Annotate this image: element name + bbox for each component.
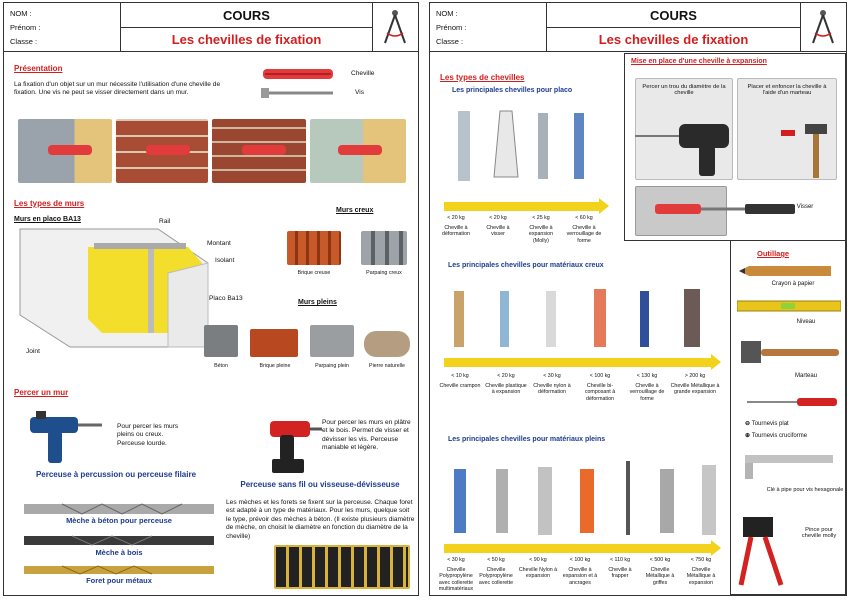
creux-weight-0: < 10 kg bbox=[451, 373, 469, 379]
brique-creuse-caption: Brique creuse bbox=[297, 270, 331, 276]
brique-pleine-photo bbox=[250, 329, 298, 357]
niveau-label: Niveau bbox=[796, 319, 816, 325]
pince-molly-icon bbox=[737, 513, 797, 589]
crayon-icon bbox=[739, 265, 839, 277]
parpaing-creux-caption: Parpaing creux bbox=[366, 270, 402, 276]
presentation-text: La fixation d'un objet sur un mur nécessite l'utilisation d'une cheville de fixation. Une vis ne peut se visser directement dans un mur. bbox=[14, 81, 221, 97]
vis-label: Vis bbox=[355, 89, 365, 96]
creux-name-1: Cheville plastique à expansion bbox=[485, 383, 527, 396]
tournevis-plat-text: Tournevis plat bbox=[751, 421, 789, 427]
pleins-chevilles-title: Les principales chevilles pour matériaux pleins bbox=[448, 436, 606, 443]
cle-pipe-icon bbox=[737, 449, 841, 483]
left-sheet bbox=[3, 2, 419, 596]
meche-bois-label: Mèche à bois bbox=[95, 548, 143, 557]
placo-name-0: Cheville à déformation bbox=[442, 225, 470, 238]
placo-chevilles-title: Les principales chevilles pour placo bbox=[452, 87, 573, 94]
foret-label: Foret pour métaux bbox=[86, 576, 152, 585]
pleins-name-2: Cheville Nylon à expansion bbox=[518, 567, 558, 580]
marteau-icon bbox=[737, 335, 841, 371]
creux-weight-3: < 100 kg bbox=[589, 373, 611, 379]
meches-illustration bbox=[22, 498, 222, 588]
placo-wall-diagram bbox=[18, 223, 218, 353]
cheville-label: Cheville bbox=[351, 70, 375, 77]
joint-label: Joint bbox=[26, 348, 40, 355]
visser-illustration bbox=[635, 186, 835, 236]
classe-label: Classe : bbox=[10, 37, 38, 46]
mise-heading: Mise en place d'une cheville à expansion bbox=[631, 58, 767, 65]
placo-chevilles-photos bbox=[448, 107, 598, 189]
coffret-forets-photo bbox=[274, 545, 410, 589]
isolant-label: Isolant bbox=[215, 257, 235, 264]
creux-name-5: Cheville Métallique à grande expansion bbox=[670, 383, 720, 396]
visseuse-text: Pour percer les murs en plâtre et le bois. Permet de visser et dévisser les vis. Perceuse maniable et légère. bbox=[322, 419, 411, 452]
presentation-heading: Présentation bbox=[14, 64, 63, 73]
placo-name-3: Cheville à verrouillage de forme bbox=[566, 225, 602, 244]
pleins-chevilles-photos bbox=[440, 459, 730, 541]
drill-hammer-illustration bbox=[635, 110, 837, 180]
murs-pleins-title: Murs pleins bbox=[298, 299, 337, 306]
nom-label: NOM : bbox=[10, 9, 32, 18]
classe-label-right: Classe : bbox=[436, 37, 464, 46]
page-title-right: Les chevilles de fixation bbox=[546, 28, 800, 52]
mise-en-place-box bbox=[624, 53, 846, 241]
pleins-weight-5: < 500 kg bbox=[649, 557, 671, 563]
pleins-name-3: Cheville à expansion et à ancrages bbox=[562, 567, 598, 586]
tournevis-cruci-label bbox=[745, 433, 845, 439]
creux-weight-arrow bbox=[444, 358, 712, 367]
tournevis-plat-icon bbox=[737, 395, 841, 409]
cours-label: COURS bbox=[120, 3, 372, 28]
step1-text: Percer un trou du diamètre de la cheville bbox=[642, 84, 726, 97]
red-plugs-overlay bbox=[18, 119, 408, 183]
cheville-vis-illustration bbox=[259, 65, 349, 105]
minus-icon: ⊖ bbox=[745, 421, 752, 427]
pleins-weight-6: < 750 kg bbox=[690, 557, 712, 563]
outillage-box bbox=[730, 240, 846, 595]
pierre-caption: Pierre naturelle bbox=[369, 363, 405, 369]
pierre-photo bbox=[364, 331, 410, 357]
rail-label: Rail bbox=[159, 218, 171, 225]
cours-label-right: COURS bbox=[546, 3, 800, 28]
pleins-weight-0: < 30 kg bbox=[447, 557, 465, 563]
pleins-weight-2: < 90 kg bbox=[529, 557, 547, 563]
brique-creuse-photo bbox=[287, 231, 341, 265]
creux-name-3: Cheville bi-composant à déformation bbox=[584, 383, 616, 402]
parpaing-creux-photo bbox=[361, 231, 407, 265]
pleins-weight-3: < 100 kg bbox=[569, 557, 591, 563]
niveau-icon bbox=[737, 299, 841, 313]
student-fields-right bbox=[436, 7, 466, 49]
nom-label-right: NOM : bbox=[436, 9, 458, 18]
compass-logo-icon-right bbox=[800, 3, 846, 52]
creux-chevilles-title: Les principales chevilles pour matériaux creux bbox=[448, 262, 604, 269]
creux-weight-5: > 200 kg bbox=[684, 373, 706, 379]
pleins-name-4: Cheville à frapper bbox=[608, 567, 632, 580]
placo-name-2: Cheville à expansion (Molly) bbox=[528, 225, 554, 244]
meche-beton-label: Mèche à béton pour perceuse bbox=[66, 516, 172, 525]
pleins-name-1: Cheville Polypropylène avec collerette bbox=[478, 567, 514, 586]
pleins-weight-4: < 110 kg bbox=[609, 557, 631, 563]
perceuse-text: Pour percer les murs pleins ou creux. Perceuse lourde. bbox=[117, 423, 179, 447]
beton-caption: Béton bbox=[214, 363, 228, 369]
creux-weight-4: < 130 kg bbox=[636, 373, 658, 379]
placo-weight-1: < 20 kg bbox=[489, 215, 507, 221]
prenom-label-right: Prénom : bbox=[436, 23, 467, 32]
placo-weight-3: < 60 kg bbox=[575, 215, 593, 221]
placo-weight-2: < 25 kg bbox=[532, 215, 550, 221]
types-heading: Les types de chevilles bbox=[440, 73, 525, 82]
murs-heading: Les types de murs bbox=[14, 199, 85, 208]
header-right bbox=[430, 3, 846, 52]
visser-label: Visser bbox=[796, 204, 814, 210]
placo-name-1: Cheville à visser bbox=[486, 225, 510, 238]
creux-weight-1: < 20 kg bbox=[497, 373, 515, 379]
pince-label: Pince pour cheville molly bbox=[801, 527, 837, 540]
placo-label: Placo Ba13 bbox=[209, 295, 243, 302]
crayon-label: Crayon à papier bbox=[771, 281, 815, 287]
pleins-name-5: Cheville Métallique à griffes bbox=[645, 567, 675, 586]
perceuse-label: Perceuse à percussion ou perceuse filaire bbox=[35, 470, 197, 479]
step2-text: Placer et enfoncer la cheville à l'aide d'un marteau bbox=[747, 84, 827, 97]
marteau-label: Marteau bbox=[794, 373, 817, 379]
beton-photo bbox=[204, 325, 238, 357]
plus-icon: ⊕ bbox=[745, 433, 752, 439]
visseuse-label: Perceuse sans fil ou visseuse-dévisseuse bbox=[240, 480, 400, 489]
perceuse-percussion-photo bbox=[26, 407, 106, 469]
pleins-name-0: Cheville Polypropylène avec collerette multimatériaux bbox=[438, 567, 474, 592]
tournevis-plat-label bbox=[745, 421, 845, 427]
parpaing-plein-photo bbox=[310, 325, 354, 357]
tournevis-cruci-text: Tournevis cruciforme bbox=[751, 433, 808, 439]
creux-chevilles-photos bbox=[440, 287, 730, 353]
prenom-label: Prénom : bbox=[10, 23, 41, 32]
murs-creux-title: Murs creux bbox=[336, 207, 374, 214]
creux-name-0: Cheville crampon bbox=[439, 383, 481, 389]
pleins-weight-arrow bbox=[444, 544, 712, 553]
page-title: Les chevilles de fixation bbox=[120, 28, 372, 52]
header bbox=[4, 3, 418, 52]
pleins-name-6: Cheville Métallique à expansion bbox=[686, 567, 716, 586]
cle-label: Clé à pipe pour vis hexagonale bbox=[766, 487, 844, 493]
placo-wall-title: Murs en placo BA13 bbox=[14, 216, 81, 223]
meches-text: Les mèches et les forets se fixent sur la perceuse. Chaque foret est adapté à un type de matériaux. Pour les murs, quelque soit le type, prévoir des mèches à béton. (Il existe plusieurs diamètre de mèche, on choisit le diamètre en fonction du diamètre de la cheville) bbox=[226, 499, 415, 540]
parpaing-plein-caption: Parpaing plein bbox=[315, 363, 349, 369]
right-sheet bbox=[429, 2, 847, 596]
outillage-heading: Outillage bbox=[757, 249, 790, 258]
student-fields bbox=[10, 7, 40, 49]
compass-logo-icon bbox=[372, 3, 418, 52]
montant-label: Montant bbox=[207, 240, 231, 247]
placo-weight-0: < 20 kg bbox=[447, 215, 465, 221]
creux-weight-2: < 30 kg bbox=[543, 373, 561, 379]
creux-name-4: Cheville à verrouillage de forme bbox=[629, 383, 665, 402]
visseuse-photo bbox=[264, 415, 324, 477]
pleins-weight-1: < 50 kg bbox=[487, 557, 505, 563]
placo-weight-arrow bbox=[444, 202, 600, 211]
brique-pleine-caption: Brique pleine bbox=[259, 363, 291, 369]
percer-heading: Percer un mur bbox=[14, 388, 69, 397]
creux-name-2: Cheville nylon à déformation bbox=[533, 383, 571, 396]
